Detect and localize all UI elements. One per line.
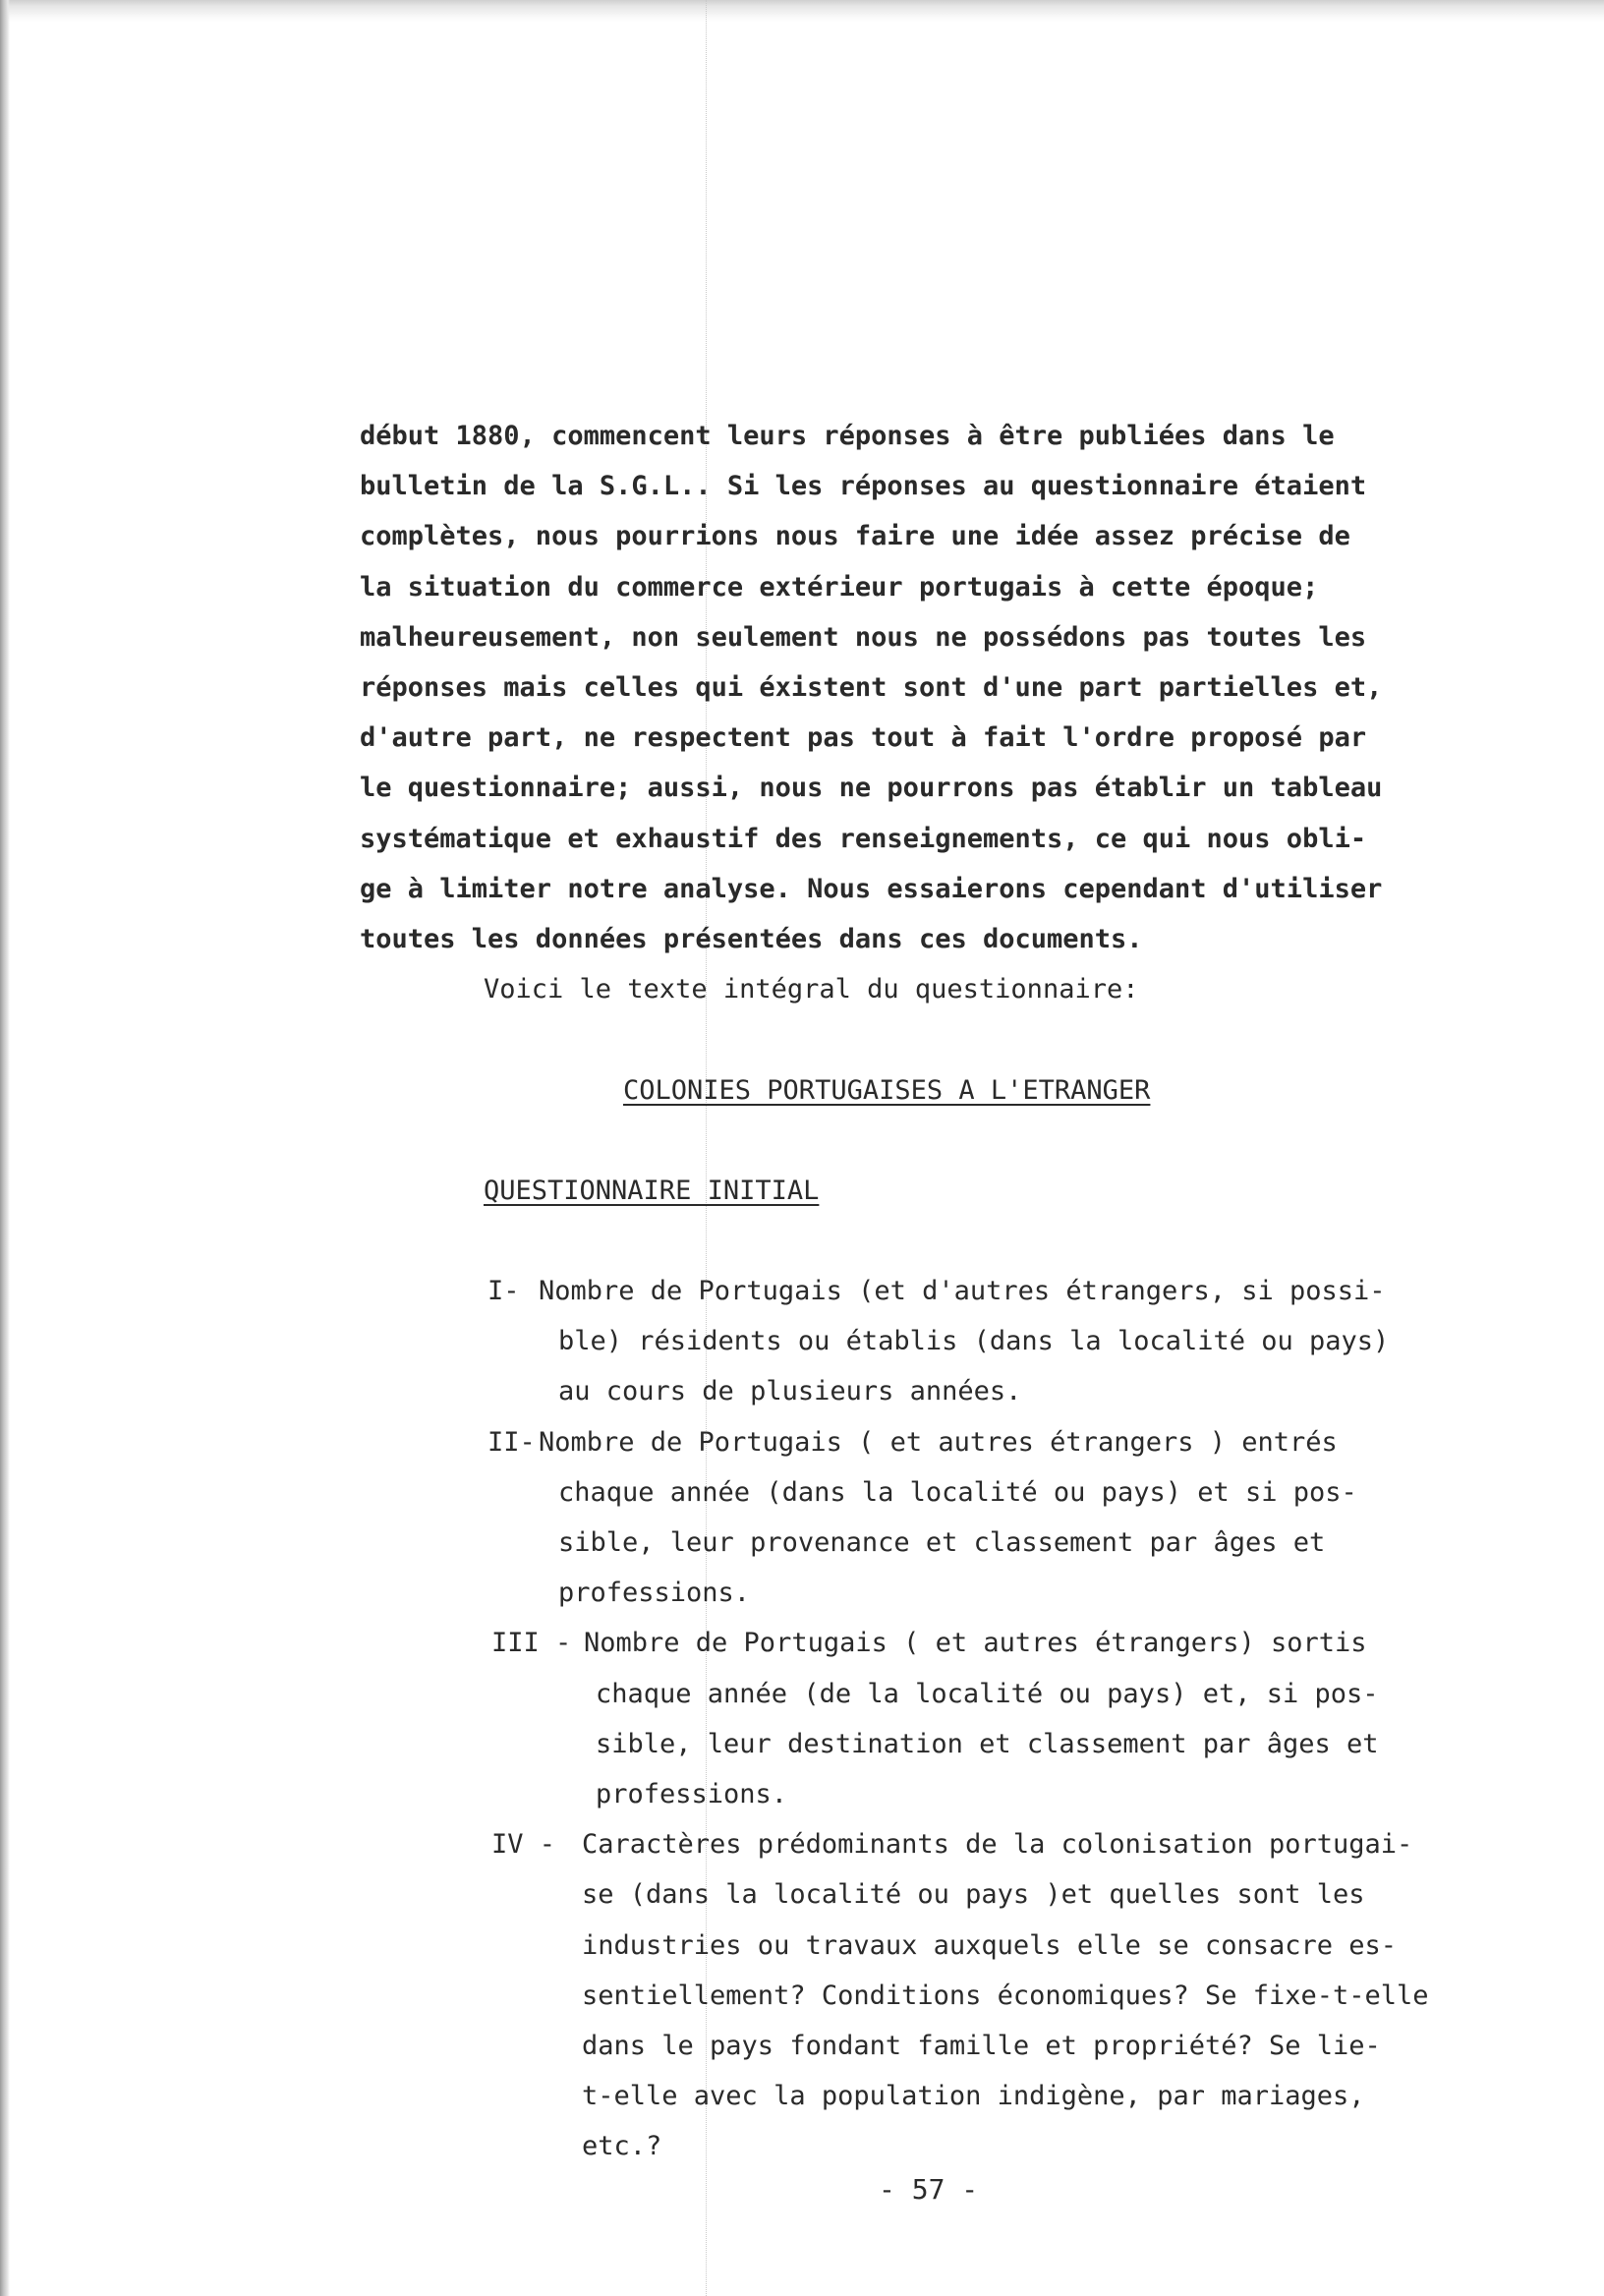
intro-line: bulletin de la S.G.L.. Si les réponses au questionnaire étaient [360,471,1367,502]
item-line: ble) résidents ou établis (dans la localité ou pays) [558,1326,1390,1357]
question-item-1 [0,1266,1604,1417]
item-line: professions. [596,1779,788,1810]
questionnaire-list [0,1266,1604,2172]
item-line: etc.? [582,2131,662,2162]
item-line: chaque année (de la localité ou pays) et, si pos- [596,1678,1379,1709]
intro-paragraph [360,411,1519,1014]
section-title: COLONIES PORTUGAISES A L'ETRANGER [623,1075,1151,1106]
item-line: dans le pays fondant famille et propriété? Se lie- [582,2031,1381,2062]
intro-line: ge à limiter notre analyse. Nous essaierons cependant d'utiliser [360,873,1383,904]
item-line: sentiellement? Conditions économiques? Se fixe-t-elle [582,1980,1429,2011]
item-line: professions. [558,1578,751,1609]
item-number: IV - [491,1829,556,1861]
question-item-4 [0,1819,1604,2171]
question-item-3 [0,1618,1604,1819]
intro-line: malheureusement, non seulement nous ne possédons pas toutes les [360,621,1367,653]
item-line: t-elle avec la population indigène, par mariages, [582,2081,1365,2112]
item-line: se (dans la localité ou pays )et quelles sont les [582,1879,1365,1911]
item-number: III - [491,1628,572,1659]
item-line: sible, leur provenance et classement par âges et [558,1527,1326,1559]
intro-closing-line: Voici le texte intégral du questionnaire: [484,974,1139,1005]
item-line: Caractères prédominants de la colonisation portugai- [582,1829,1413,1861]
item-line: Nombre de Portugais ( et autres étrangers) sortis [584,1628,1367,1659]
questionnaire-subtitle: QUESTIONNAIRE INITIAL [484,1176,820,1206]
scan-top-edge [0,0,1604,22]
intro-line: systématique et exhaustif des renseignements, ce qui nous obli- [360,823,1367,854]
item-line: Nombre de Portugais (et d'autres étrangers, si possi- [539,1276,1386,1306]
question-item-2 [0,1417,1604,1619]
intro-line: d'autre part, ne respectent pas tout à fait l'ordre proposé par [360,722,1367,754]
item-number: II- [487,1426,536,1458]
intro-line: toutes les données présentées dans ces documents. [360,924,1143,955]
intro-line: le questionnaire; aussi, nous ne pourrons pas établir un tableau [360,773,1383,804]
page-number: - 57 - [879,2173,979,2206]
intro-line: la situation du commerce extérieur portugais à cette époque; [360,571,1319,603]
item-line: Nombre de Portugais ( et autres étrangers ) entrés [539,1426,1338,1458]
item-line: industries ou travaux auxquels elle se consacre es- [582,1929,1398,1961]
item-number: I- [487,1276,520,1306]
intro-line: début 1880, commencent leurs réponses à être publiées dans le [360,421,1335,451]
item-line: au cours de plusieurs années. [558,1376,1022,1407]
item-line: chaque année (dans la localité ou pays) et si pos- [558,1476,1357,1508]
intro-line: complètes, nous pourrions nous faire une idée assez précise de [360,521,1350,552]
item-line: sible, leur destination et classement par âges et [596,1728,1379,1759]
intro-line: réponses mais celles qui éxistent sont d'une part partielles et, [360,672,1383,704]
